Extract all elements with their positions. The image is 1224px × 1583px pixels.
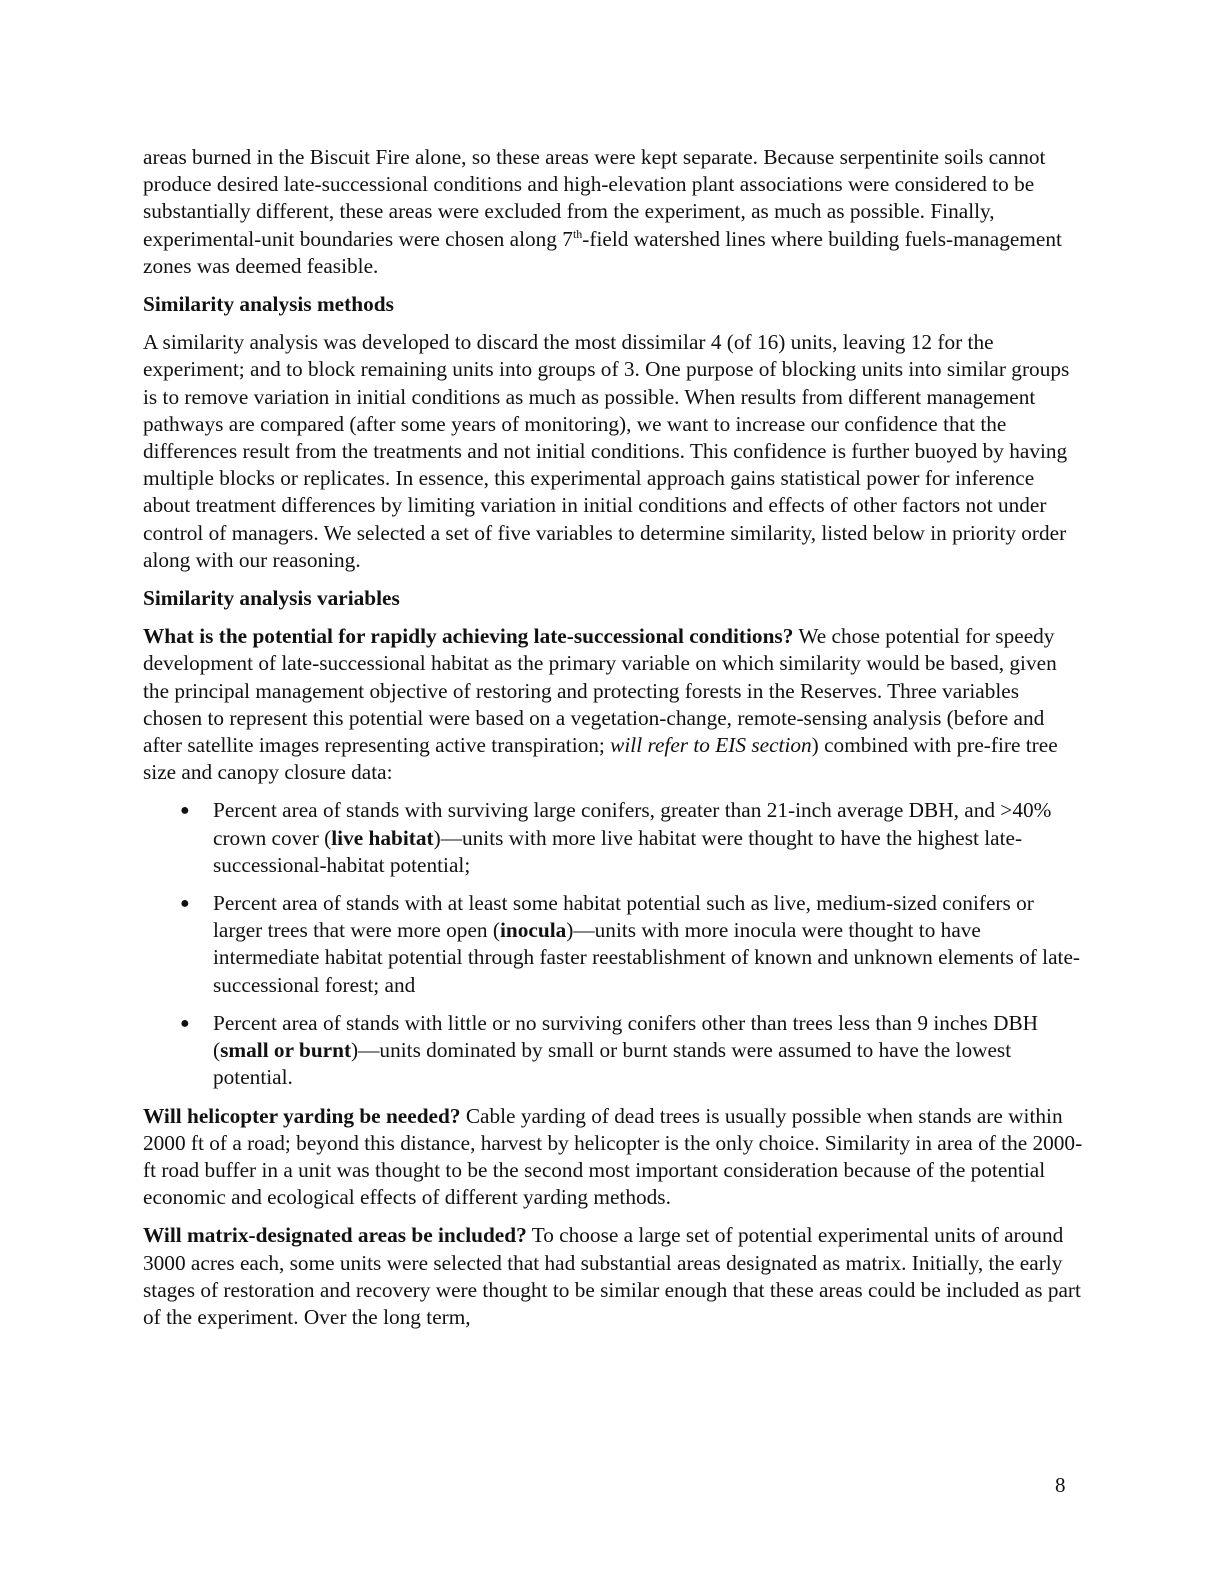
list-item-term: small or burnt xyxy=(220,1038,352,1063)
eis-reference: will refer to EIS section xyxy=(610,733,812,758)
late-successional-paragraph xyxy=(143,623,1083,786)
helicopter-yarding-question: Will helicopter yarding be needed? xyxy=(143,1103,461,1128)
matrix-areas-paragraph xyxy=(143,1222,1083,1331)
matrix-areas-text: To choose a large set of potential experimental units of around 3000 acres each, some units were selected that had substantial areas designated as matrix. Initially, the early stages of restoration and recovery were thought to be similar enough that these areas could be included as part of the experiment. Over the long term, xyxy=(143,1223,1081,1329)
page-number: 8 xyxy=(1055,1473,1066,1497)
intro-paragraph xyxy=(143,144,1083,280)
list-item-text: )—units with more inocula were thought to have intermediate habitat potential through faster reestablishment of known and unknown elements of late-successional forest; and xyxy=(213,918,1080,997)
methods-paragraph: A similarity analysis was developed to discard the most dissimilar 4 (of 16) units, leaving 12 for the experiment; and to block remaining units into groups of 3. One purpose of blocking units into similar groups is to remove variation in initial conditions as much as possible. When results from different management pathways are compared (after some years of monitoring), we want to increase our confidence that the differences result from the treatments and not initial conditions. This confidence is further buoyed by having multiple blocks or replicates. In essence, this experimental approach gains statistical power for inference about treatment differences by limiting variation in initial conditions and effects of other factors not under control of managers. We selected a set of five variables to determine similarity, listed below in priority order along with our reasoning. xyxy=(143,330,1070,572)
list-item-small-or-burnt xyxy=(143,1010,1083,1092)
habitat-variable-list xyxy=(143,797,1083,1091)
list-item-inocula xyxy=(143,890,1083,999)
late-successional-text-b: ) combined with pre-fire tree size and canopy closure data: xyxy=(143,733,1058,785)
intro-text-b: -field watershed lines where building fuels-management zones was deemed feasible. xyxy=(143,226,1062,278)
list-item-term: inocula xyxy=(499,918,567,943)
matrix-areas-question: Will matrix-designated areas be included? xyxy=(143,1223,527,1248)
list-item-text: )—units with more live habitat were thought to have the highest late-successional-habitat potential; xyxy=(213,825,1023,877)
list-item-live-habitat xyxy=(143,797,1083,879)
late-successional-text-a: We chose potential for speedy development of late-successional habitat as the primary variable on which similarity would be based, given the principal management objective of restoring and protecting forests in the Reserves. Three variables chosen to represent this potential were based on a vegetation-change, remote-sensing analysis (before and after satellite images representing active transpiration; xyxy=(143,624,1057,758)
helicopter-yarding-paragraph xyxy=(143,1103,1083,1212)
helicopter-yarding-text: Cable yarding of dead trees is usually possible when stands are within 2000 ft of a road; beyond this distance, harvest by helicopter is the only choice. Similarity in area of the 2000-ft road buffer in a unit was thought to be the second most important consideration because of the potential economic and ecological effects of different yarding methods. xyxy=(143,1103,1083,1210)
variables-heading: Similarity analysis variables xyxy=(143,586,400,611)
document-page xyxy=(143,144,1083,1342)
list-item-text: Percent area of stands with at least some habitat potential such as live, medium-sized conifers or larger trees that were more open ( xyxy=(213,891,1034,943)
list-item-text: )—units dominated by small or burnt stands were assumed to have the lowest potential. xyxy=(213,1038,1012,1090)
bullet-icon: ● xyxy=(180,802,190,820)
bullet-icon: ● xyxy=(180,1014,190,1032)
bullet-icon: ● xyxy=(180,895,190,913)
list-item-text: Percent area of stands with surviving large conifers, greater than 21-inch average DBH, and >40% crown cover ( xyxy=(213,798,1052,850)
list-item-term: live habitat xyxy=(331,825,434,850)
late-successional-question: What is the potential for rapidly achieving late-successional conditions? xyxy=(143,624,794,649)
list-item-text: Percent area of stands with little or no surviving conifers other than trees less than 9 inches DBH ( xyxy=(213,1010,1039,1063)
intro-text-a: areas burned in the Biscuit Fire alone, so these areas were kept separate. Because serpentinite soils cannot produce desired late-successional conditions and high-elevation plant associations were considered to be substantially different, these areas were excluded from the experiment, as much as possible. Finally, experimental-unit boundaries were chosen along 7 xyxy=(143,145,1046,251)
ordinal-superscript: th xyxy=(572,226,583,241)
methods-heading: Similarity analysis methods xyxy=(143,292,394,317)
